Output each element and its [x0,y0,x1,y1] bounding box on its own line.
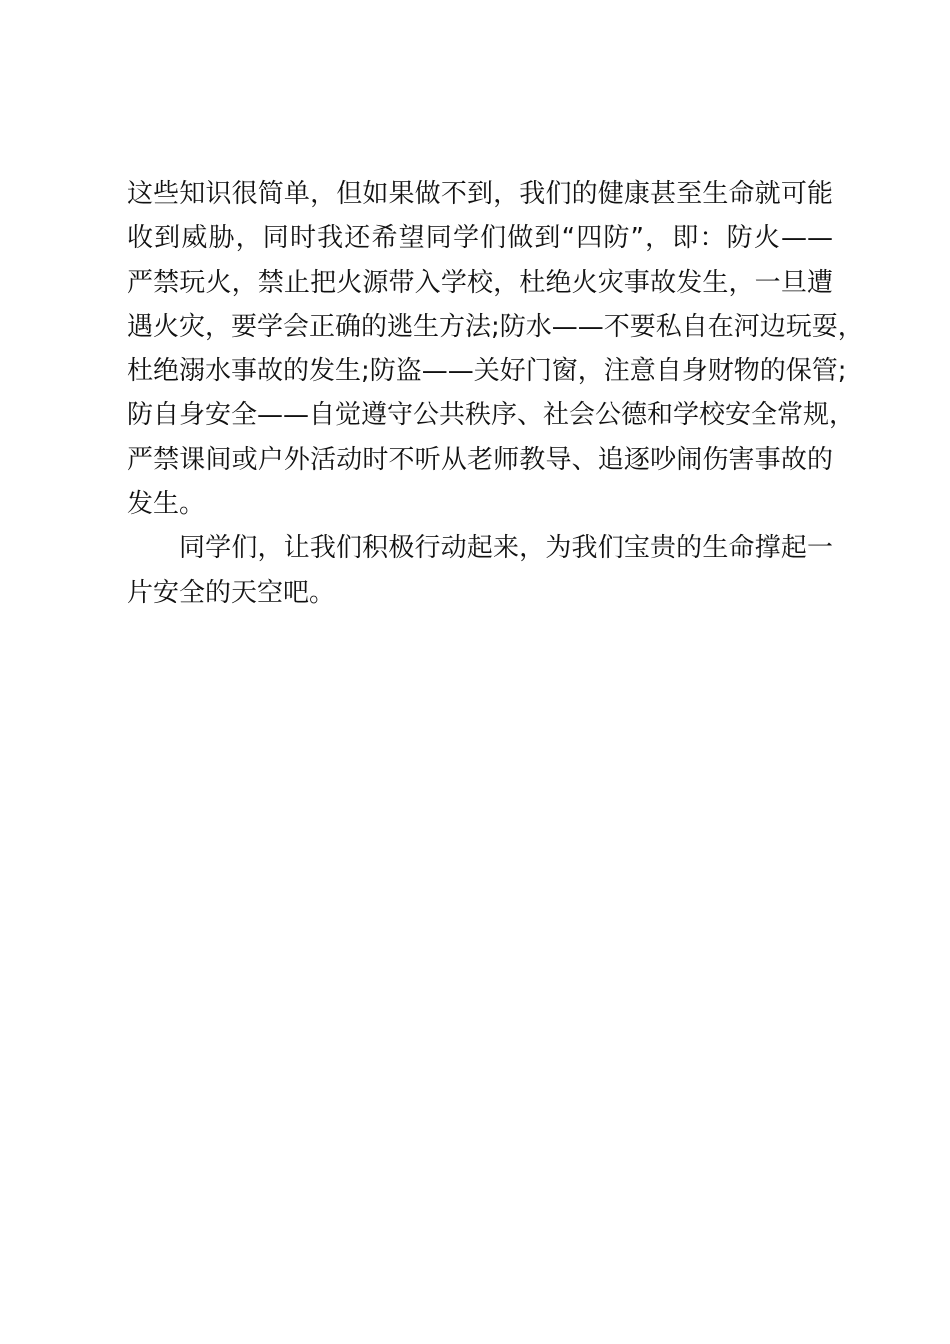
text-line: 同学们，让我们积极行动起来，为我们宝贵的生命撑起一 [179,533,833,564]
document-body [127,172,864,615]
text-line: 收到威胁，同时我还希望同学们做到“四防”，即：防火—— [127,223,833,254]
text-line: 严禁课间或户外活动时不听从老师教导、追逐吵闹伤害事故的 [127,444,833,475]
text-line: 严禁玩火，禁止把火源带入学校，杜绝火灾事故发生，一旦遭 [127,267,833,298]
text-line: 防自身安全——自觉遵守公共秩序、社会公德和学校安全常规， [127,400,856,431]
text-line: 发生。 [127,489,206,520]
text-line: 片安全的天空吧。 [127,577,336,608]
text-line: 杜绝溺水事故的发生;防盗——关好门窗，注意自身财物的保管; [127,356,847,387]
paragraph [127,526,833,615]
paragraph [127,172,864,526]
text-line: 这些知识很简单，但如果做不到，我们的健康甚至生命就可能 [127,179,833,209]
text-line: 遇火灾，要学会正确的逃生方法;防水——不要私自在河边玩耍， [127,311,864,342]
